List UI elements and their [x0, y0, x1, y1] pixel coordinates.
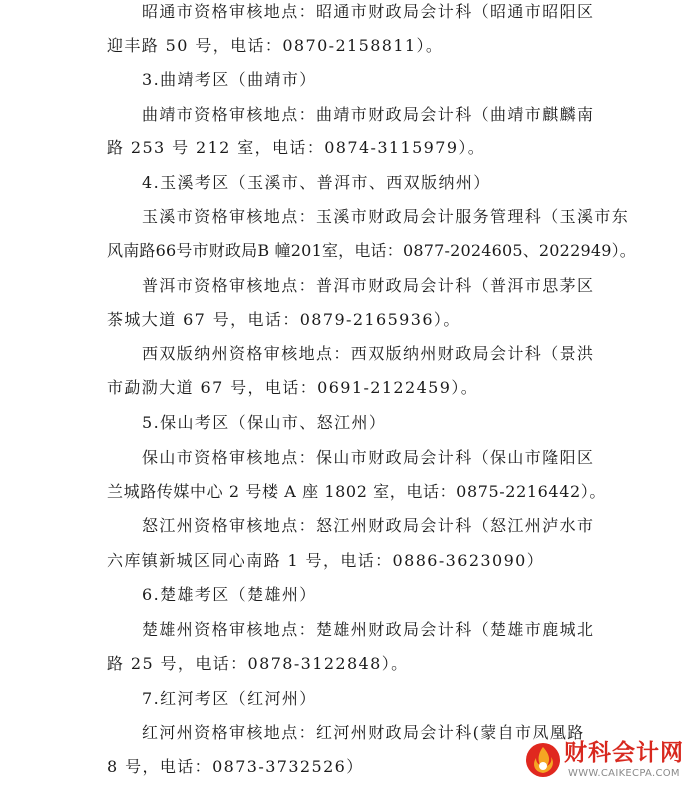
text-line: 怒江州资格审核地点：怒江州财政局会计科（怒江州泸水市: [142, 516, 595, 535]
text-line: 保山市资格审核地点：保山市财政局会计科（保山市隆阳区: [142, 448, 595, 467]
watermark-site-name: 财科会计网: [564, 740, 684, 766]
text-line: 昭通市资格审核地点：昭通市财政局会计科（昭通市昭阳区: [142, 2, 595, 21]
text-line: 兰城路传媒中心 2 号楼 A 座 1802 室，电话：0875-2216442）。: [107, 482, 606, 501]
flame-logo-icon: [524, 741, 562, 779]
text-line: 普洱市资格审核地点：普洱市财政局会计科（普洱市思茅区: [142, 276, 595, 295]
text-line: 迎丰路 50 号，电话：0870-2158811）。: [107, 36, 444, 55]
text-line: 路 25 号，电话：0878-3122848）。: [107, 654, 409, 673]
watermark-url: WWW.CAIKECPA.COM: [568, 768, 680, 779]
text-line: 楚雄州资格审核地点：楚雄州财政局会计科（楚雄市鹿城北: [142, 620, 595, 639]
section-heading: 3.曲靖考区（曲靖市）: [142, 70, 317, 89]
text-line: 曲靖市资格审核地点：曲靖市财政局会计科（曲靖市麒麟南: [142, 105, 595, 124]
text-line: 红河州资格审核地点：红河州财政局会计科(蒙自市凤凰路: [142, 723, 585, 742]
section-heading: 6.楚雄考区（楚雄州）: [142, 585, 317, 604]
text-line: 西双版纳州资格审核地点：西双版纳州财政局会计科（景洪: [142, 344, 595, 363]
site-watermark: [524, 739, 694, 783]
text-line: 路 253 号 212 室，电话：0874-3115979）。: [107, 138, 486, 157]
text-line: 风南路66号市财政局B 幢201室，电话：0877-2024605、2022949）。: [107, 241, 636, 260]
text-line: 市勐泐大道 67 号，电话：0691-2122459）。: [107, 378, 479, 397]
text-line: 玉溪市资格审核地点：玉溪市财政局会计服务管理科（玉溪市东: [142, 207, 630, 226]
section-heading: 4.玉溪考区（玉溪市、普洱市、西双版纳州）: [142, 173, 491, 192]
section-heading: 5.保山考区（保山市、怒江州）: [142, 413, 387, 432]
section-heading: 7.红河考区（红河州）: [142, 689, 317, 708]
text-line: 茶城大道 67 号，电话：0879-2165936）。: [107, 310, 461, 329]
text-line: 六库镇新城区同心南路 1 号，电话：0886-3623090）: [107, 551, 545, 570]
text-line: 8 号，电话：0873-3732526）: [107, 757, 364, 776]
